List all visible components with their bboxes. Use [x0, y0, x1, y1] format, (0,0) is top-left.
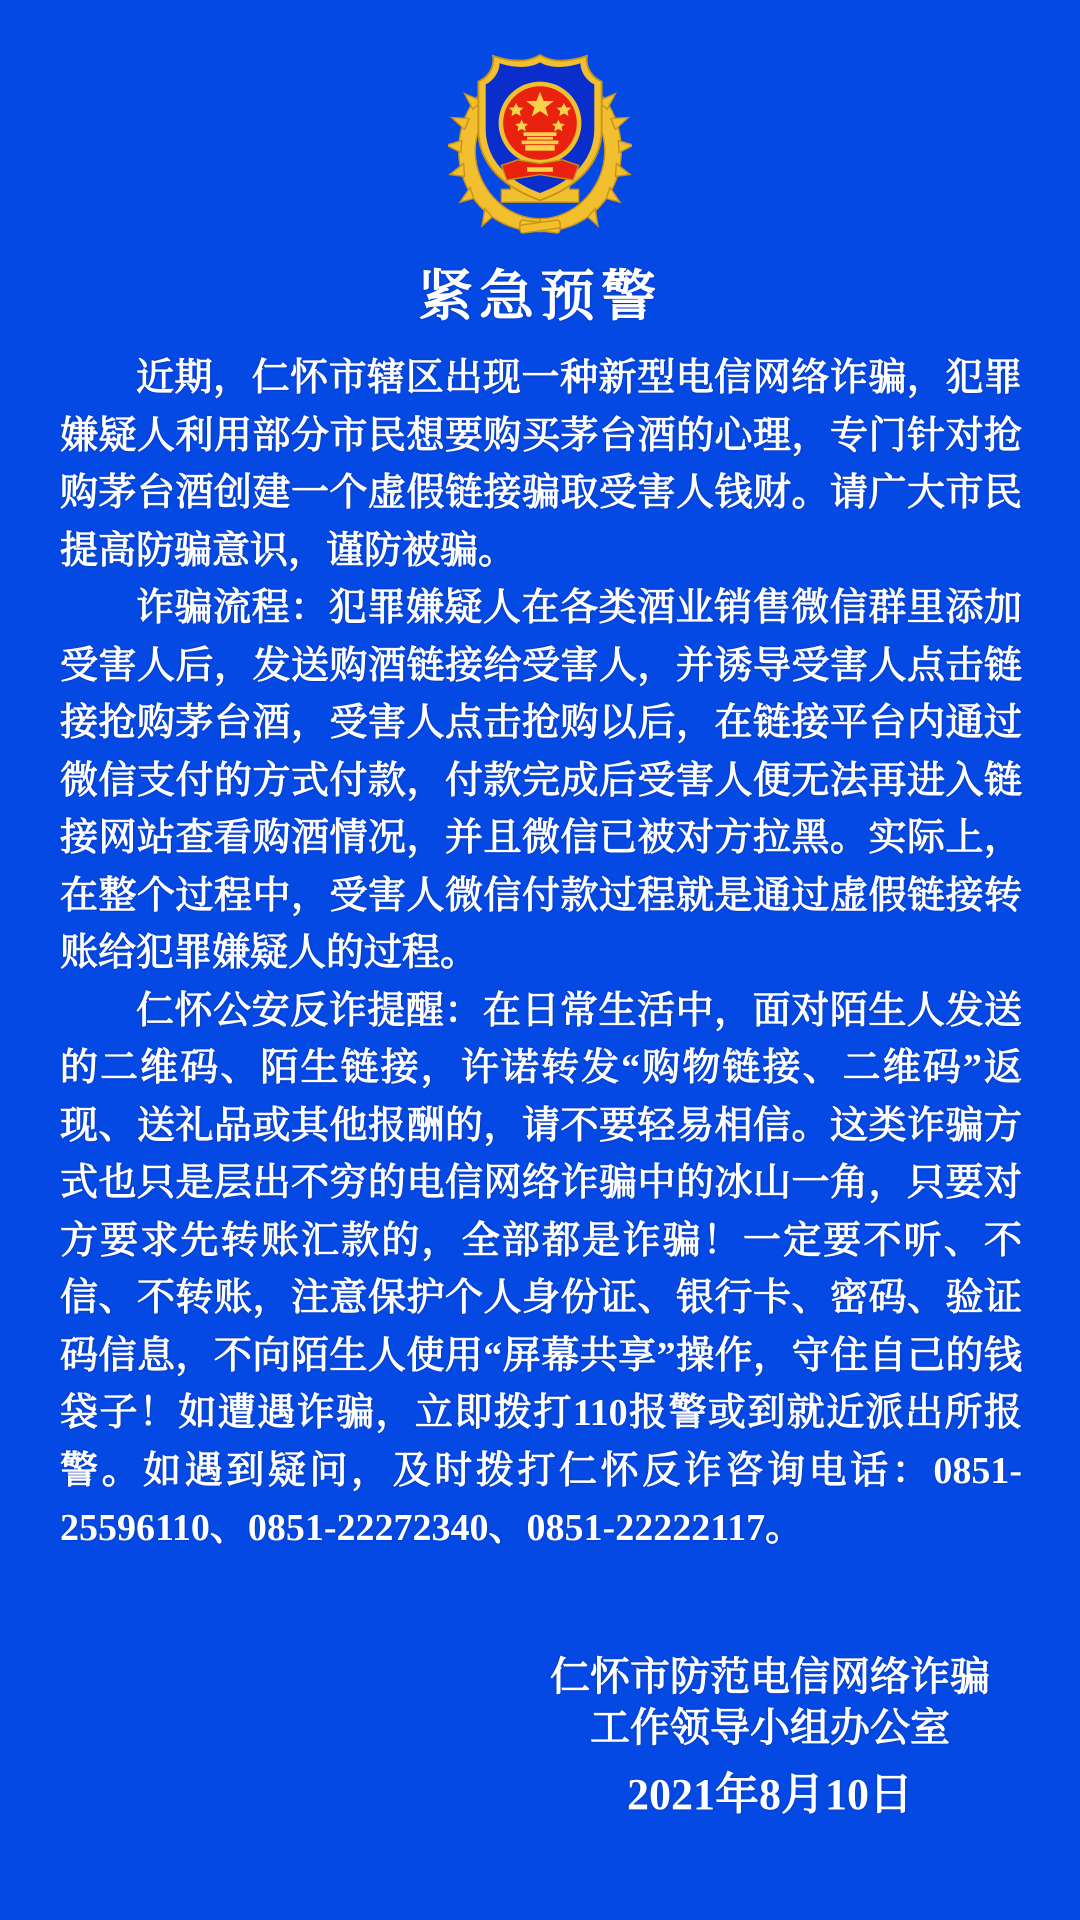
signature-org-line1: 仁怀市防范电信网络诈骗 [550, 1655, 990, 1699]
page-title: 紧急预警 [417, 265, 662, 327]
police-badge-icon [448, 42, 632, 240]
notice-paragraph-3: 仁怀公安反诈提醒：在日常生活中，面对陌生人发送的二维码、陌生链接，许诺转发“购物链接、二维码”返现、送礼品或其他报酬的，请不要轻易相信。这类诈骗方式也只是层出不穷的电信网络诈骗中的冰山一角，只要对方要求先转账汇款的，全部都是诈骗！一定要不听、不信、不转账，注意保护个人身份证、银行卡、密码、验证码信息，不向陌生人使用“屏幕共享”操作，守住自己的钱袋子！如遭遇诈骗，立即拨打110报警或到就近派出所报警。如遇到疑问，及时拨打仁怀反诈咨询电话：0851-25596110、0851-22272340、0851-22222117。 [60, 989, 1022, 1549]
signature-date: 2021年8月10日 [627, 1770, 913, 1819]
notice-body [60, 350, 1022, 1558]
signature-org-line2: 工作领导小组办公室 [590, 1706, 950, 1750]
signature-block [460, 1652, 1080, 1820]
notice-paragraph-1: 近期，仁怀市辖区出现一种新型电信网络诈骗，犯罪嫌疑人利用部分市民想要购买茅台酒的心理，专门针对抢购茅台酒创建一个虚假链接骗取受害人钱财。请广大市民提高防骗意识，谨防被骗。 [60, 357, 1022, 572]
notice-paragraph-2: 诈骗流程：犯罪嫌疑人在各类酒业销售微信群里添加受害人后，发送购酒链接给受害人，并诱导受害人点击链接抢购茅台酒，受害人点击抢购以后，在链接平台内通过微信支付的方式付款，付款完成后受害人便无法再进入链接网站查看购酒情况，并且微信已被对方拉黑。实际上，在整个过程中，受害人微信付款过程就是通过虚假链接转账给犯罪嫌疑人的过程。 [60, 587, 1022, 974]
